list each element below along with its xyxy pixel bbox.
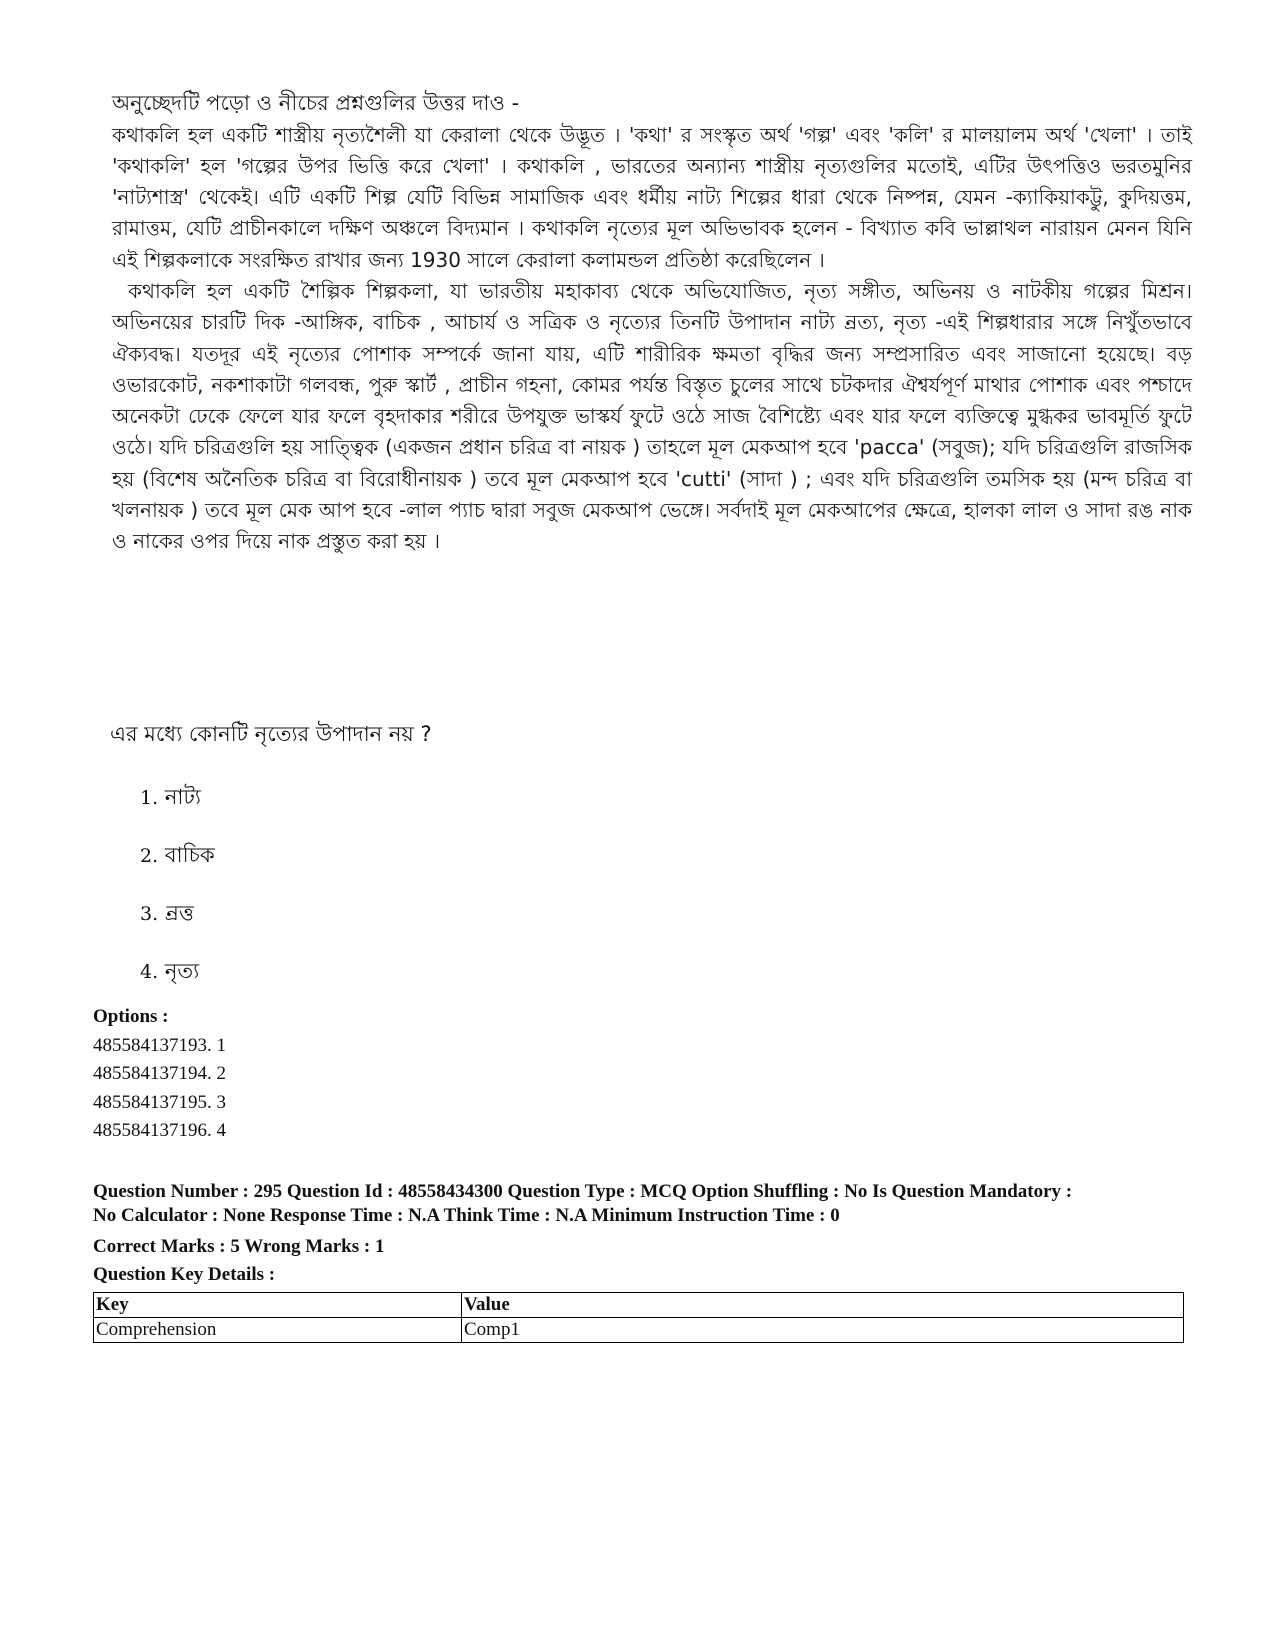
table-header-value: Value — [462, 1292, 1184, 1317]
table-cell-key: Comprehension — [94, 1317, 462, 1342]
table-header-row — [94, 1292, 1184, 1317]
question-text: এর মধ্যে কোনটি নৃত্যের উপাদান নয় ? — [110, 722, 432, 746]
question-info — [93, 1180, 1193, 1228]
question-info-line-1: Question Number : 295 Question Id : 48558434300 Question Type : MCQ Option Shuffling : No Is Question Mandatory : — [93, 1180, 1073, 1202]
choice-label: নাট্য — [164, 785, 201, 809]
passage-image — [112, 88, 1192, 558]
choice-label: বাচিক — [164, 843, 215, 867]
passage-paragraph-1: কথাকলি হল একটি শাস্ত্রীয় নৃত্যশৈলী যা কেরালা থেকে উদ্ভূত । 'কথা' র সংস্কৃত অর্থ 'গল্প' এবং 'কলি' র মালয়ালম অর্থ 'খেলা' । তাই 'কথাকলি' হল 'গল্পের উপর ভিত্তি করে খেলা' । কথাকলি , ভারতের অন্যান্য শাস্ত্রীয় নৃত্যগুলির মতোই, এটির উৎপত্তিও ভরতমুনির 'নাট্যশাস্ত্র' থেকেই। এটি একটি শিল্প যেটি বিভিন্ন সামাজিক এবং ধর্মীয় নাট্য শিল্পের ধারা থেকে নিষ্পন্ন, যেমন -ক্যাকিয়াকট্টু, কুদিয়ত্তম, রামাত্তম, যেটি প্রাচীনকালে দক্ষিণ অঞ্চলে বিদ্যমান । কথাকলি নৃত্যের মূল অভিভাবক হলেন - বিখ্যাত কবি ভাল্লাথল নারায়ন মেনন যিনি এই শিল্পকলাকে সংরক্ষিত রাখার জন্য 1930 সালে কেরালা কলামন্ডল প্রতিষ্ঠা করেছিলেন । — [112, 122, 1192, 272]
key-table — [93, 1292, 1184, 1343]
choice-number: 2. — [140, 845, 159, 867]
choice-item — [140, 782, 215, 840]
choice-label: ন্রত্ত — [164, 901, 194, 925]
choice-list — [140, 782, 215, 1014]
table-header-key: Key — [94, 1292, 462, 1317]
options-heading: Options : — [93, 1006, 169, 1027]
option-id: 485584137194. 2 — [93, 1063, 226, 1084]
option-id: 485584137193. 1 — [93, 1034, 226, 1056]
choice-label: নৃত্য — [164, 959, 200, 983]
passage-instruction: অনুচ্ছেদটি পড়ো ও নীচের প্রশ্নগুলির উত্তর দাও - — [112, 91, 520, 115]
choice-item — [140, 898, 215, 956]
passage-text — [112, 120, 1192, 558]
question-meta — [93, 1003, 1193, 1343]
choice-number: 4. — [140, 961, 159, 983]
marks-line: Correct Marks : 5 Wrong Marks : 1 — [93, 1235, 385, 1257]
choice-item — [140, 840, 215, 898]
table-row — [94, 1317, 1184, 1342]
option-id: 485584137195. 3 — [93, 1091, 226, 1113]
option-id: 485584137196. 4 — [93, 1120, 226, 1141]
key-details-heading: Question Key Details : — [93, 1263, 276, 1285]
table-cell-value: Comp1 — [462, 1317, 1184, 1342]
passage-paragraph-2: কথাকলি হল একটি শৈল্পিক শিল্পকলা, যা ভারতীয় মহাকাব্য থেকে অভিযোজিত, নৃত্য সঙ্গীত, অভিনয় ও নাটকীয় গল্পের মিশ্রন। অভিনয়ের চারটি দিক -আঙ্গিক, বাচিক , আচার্য ও সত্রিক ও নৃত্যের তিনটি উপাদান নাট্য ন্রত্য, নৃত্য -এই শিল্পধারার সঙ্গে নিখুঁতভাবে ঐক্যবদ্ধ। যতদূর এই নৃত্যের পোশাক সম্পর্কে জানা যায়, এটি শারীরিক ক্ষমতা বৃদ্ধির জন্য সম্প্রসারিত এবং সাজানো হয়েছে। বড় ওভারকোট, নকশাকাটা গলবন্ধ, পুরু স্কার্ট , প্রাচীন গহনা, কোমর পর্যন্ত বিস্তৃত চুলের সাথে চটকদার ঐশ্বর্যপূর্ণ মাথার পোশাক এবং পশ্চাদে অনেকটা ঢেকে ফেলে যার ফলে বৃহদাকার শরীরে উপযুক্ত ভাস্কর্য ফুটে ওঠে সাজ বৈশিষ্ট্যে এবং যার ফলে ব্যক্তিত্বে মুগ্ধকর ভাবমূর্তি ফুটে ওঠে। যদি চরিত্রগুলি হয় সাত্ত্বিক (একজন প্রধান চরিত্র বা নায়ক ) তাহলে মূল মেকআপ হবে 'pacca' (সবুজ); যদি চরিত্রগুলি রাজসিক হয় (বিশেষ অনৈতিক চরিত্র বা বিরোধীনায়ক ) তবে মূল মেকআপ হবে 'cutti' (সাদা ) ; এবং যদি চরিত্রগুলি তমসিক হয় (মন্দ চরিত্র বা খলনায়ক ) তবে মূল মেক আপ হবে -লাল প্যাচ দ্বারা সবুজ মেকআপ ভেঙ্গে। সর্বদাই মূল মেকআপের ক্ষেত্রে, হালকা লাল ও সাদা রঙ নাক ও নাকের ওপর দিয়ে নাক প্রস্তুত করা হয় । — [112, 278, 1192, 554]
choice-number: 3. — [140, 903, 159, 925]
choice-number: 1. — [140, 787, 159, 809]
question-info-line-2: No Calculator : None Response Time : N.A Think Time : N.A Minimum Instruction Time : 0 — [93, 1204, 840, 1226]
